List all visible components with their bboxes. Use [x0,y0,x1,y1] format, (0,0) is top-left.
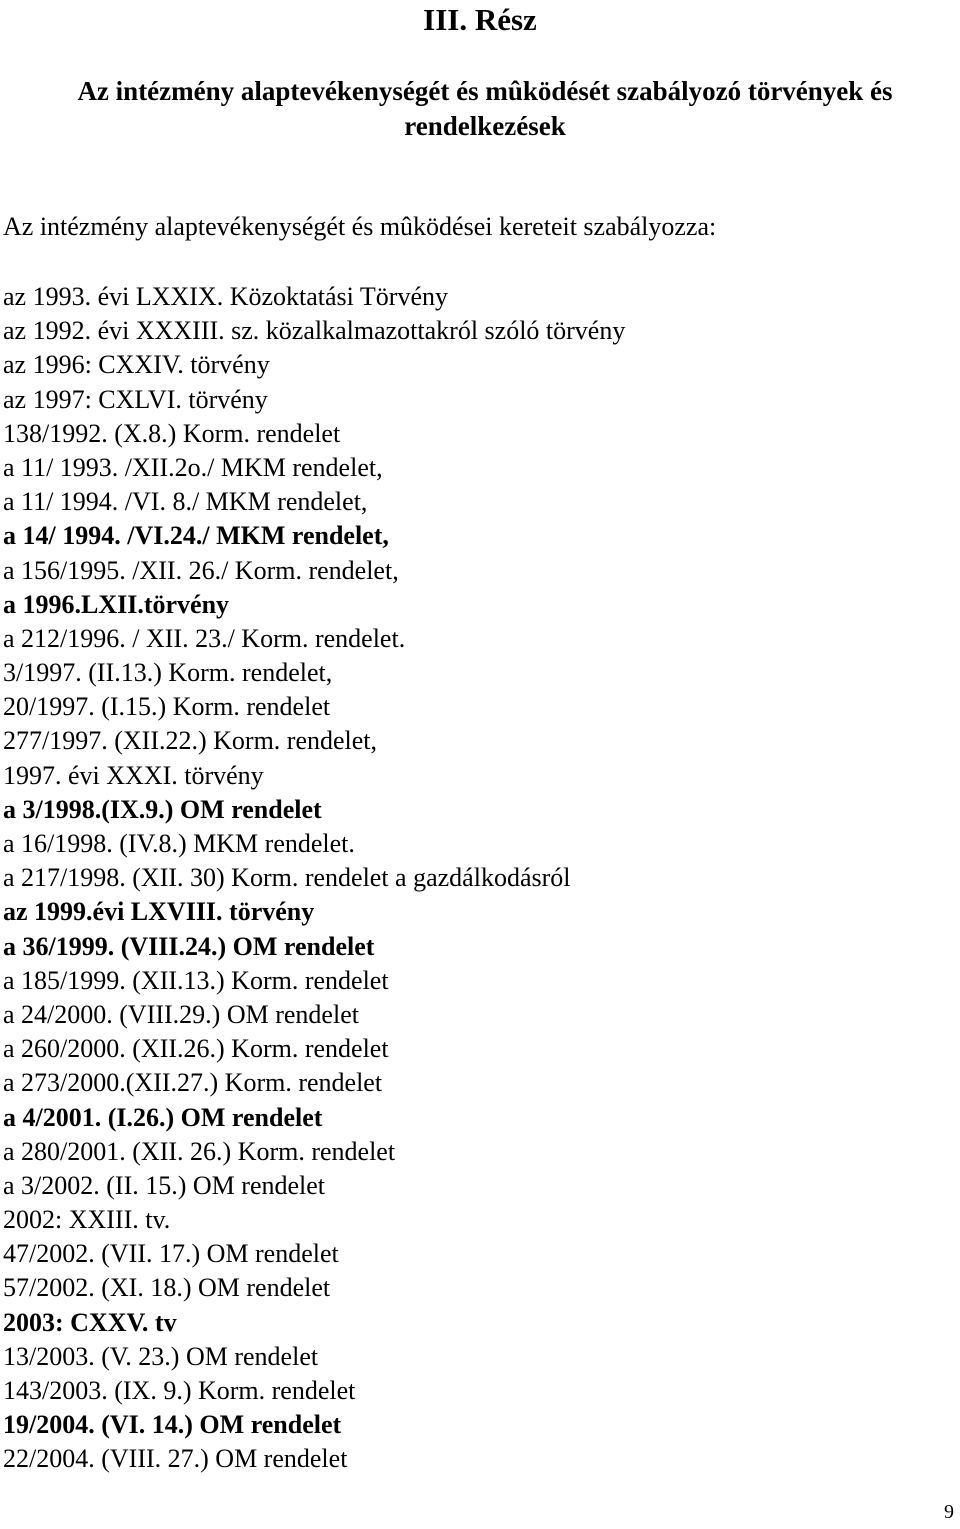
law-item: 2003: CXXV. tv [3,1307,177,1337]
law-item: az 1993. évi LXXIX. Közoktatási Törvény [3,282,449,311]
law-list [3,280,625,1477]
law-item: a 4/2001. (I.26.) OM rendelet [3,1102,323,1132]
law-item: az 1996: CXXIV. törvény [3,350,270,380]
law-item: a 217/1998. (XII. 30) Korm. rendelet a gazdálkodásról [3,863,571,893]
law-item: a 14/ 1994. /VI.24./ MKM rendelet, [3,521,389,551]
law-item: 13/2003. (V. 23.) OM rendelet [3,1341,319,1371]
law-item: a 11/ 1993. /XII.2o./ MKM rendelet, [3,452,383,482]
law-item: a 3/2002. (II. 15.) OM rendelet [3,1170,326,1200]
law-item: 2002: XXIII. tv. [3,1205,171,1235]
law-item: a 273/2000.(XII.27.) Korm. rendelet [3,1068,383,1098]
law-item: 57/2002. (XI. 18.) OM rendelet [3,1273,331,1303]
section-subtitle: Az intézmény alaptevékenységét és mûködését szabályozó törvények és rendelkezések [77,76,893,141]
law-item: 138/1992. (X.8.) Korm. rendelet [3,418,341,448]
law-item: 19/2004. (VI. 14.) OM rendelet [3,1410,342,1440]
law-item: 20/1997. (I.15.) Korm. rendelet [3,692,331,722]
law-item: 22/2004. (VIII. 27.) OM rendelet [3,1444,348,1474]
law-item: a 1996.LXII.törvény [3,589,230,619]
law-item: a 280/2001. (XII. 26.) Korm. rendelet [3,1136,396,1166]
page-title: III. Rész [423,2,537,37]
law-item: a 11/ 1994. /VI. 8./ MKM rendelet, [3,487,368,517]
law-item: a 36/1999. (VIII.24.) OM rendelet [3,931,375,961]
law-item: 3/1997. (II.13.) Korm. rendelet, [3,658,333,688]
law-item: az 1992. évi XXXIII. sz. közalkalmazottakról szóló törvény [3,316,626,346]
law-item: a 185/1999. (XII.13.) Korm. rendelet [3,965,389,995]
law-item: 47/2002. (VII. 17.) OM rendelet [3,1239,339,1269]
law-item: a 24/2000. (VIII.29.) OM rendelet [3,999,359,1029]
law-item: 143/2003. (IX. 9.) Korm. rendelet [3,1376,356,1405]
law-item: az 1997: CXLVI. törvény [3,384,268,414]
law-item: 1997. évi XXXI. törvény [3,760,264,790]
law-item: az 1999.évi LXVIII. törvény [3,897,315,927]
law-item: a 3/1998.(IX.9.) OM rendelet [3,794,322,824]
law-item: a 156/1995. /XII. 26./ Korm. rendelet, [3,555,399,585]
page-number: 9 [944,1501,954,1523]
law-item: a 16/1998. (IV.8.) MKM rendelet. [3,829,355,858]
law-item: 277/1997. (XII.22.) Korm. rendelet, [3,726,378,756]
law-item: a 260/2000. (XII.26.) Korm. rendelet [3,1034,389,1064]
intro-text: Az intézmény alaptevékenységét és mûködései kereteit szabályozza: [3,212,717,241]
law-item: a 212/1996. / XII. 23./ Korm. rendelet. [3,623,406,653]
